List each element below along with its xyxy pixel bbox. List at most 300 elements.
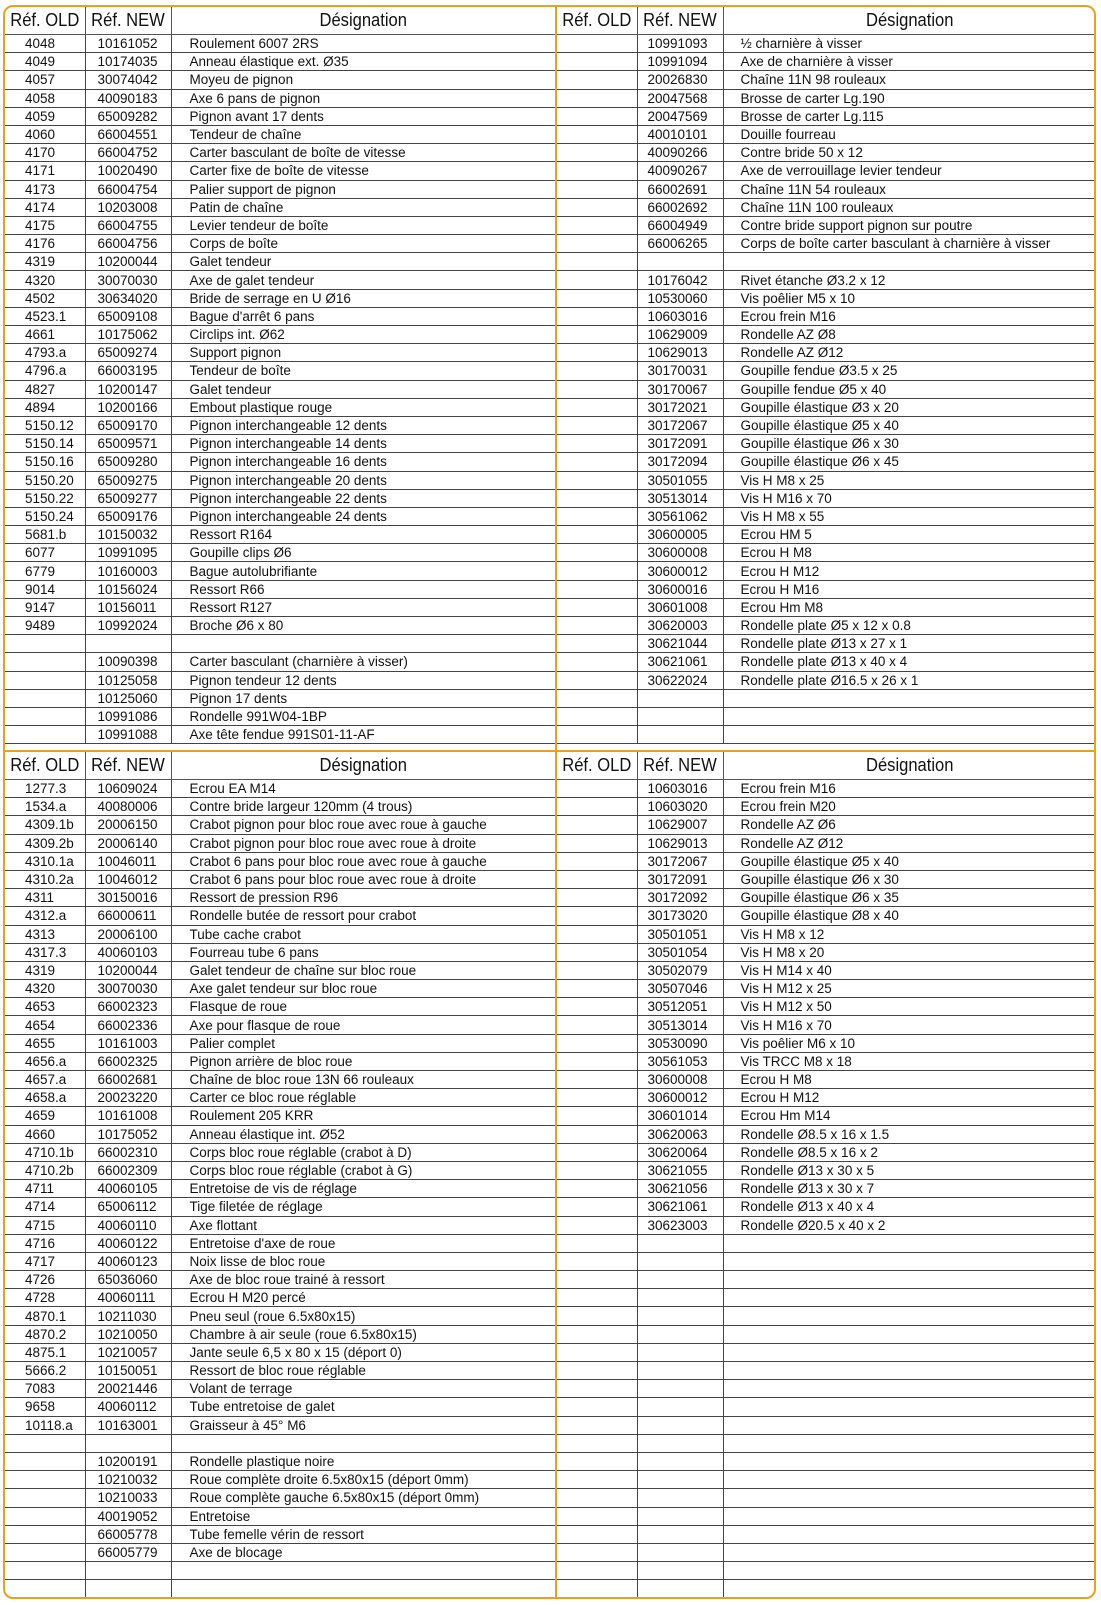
designation-cell: Vis H M12 x 50 <box>723 998 1096 1016</box>
table-row <box>5 1580 555 1598</box>
ref-old-cell: 4176 <box>5 235 85 253</box>
designation-cell: Rondelle Ø13 x 30 x 5 <box>723 1161 1096 1179</box>
table-row <box>5 1125 555 1143</box>
designation-cell: Contre bride largeur 120mm (4 trous) <box>171 798 555 816</box>
table-row <box>557 816 1096 834</box>
ref-old-cell <box>557 180 637 198</box>
ref-old-cell <box>557 726 637 744</box>
designation-cell: Chaîne de bloc roue 13N 66 rouleaux <box>171 1071 555 1089</box>
ref-old-cell: 4726 <box>5 1271 85 1289</box>
ref-new-cell: 30512051 <box>637 998 723 1016</box>
ref-new-cell: 20047568 <box>637 89 723 107</box>
ref-new-cell: 30170031 <box>637 362 723 380</box>
designation-cell: Axe flottant <box>171 1216 555 1234</box>
ref-old-cell <box>557 598 637 616</box>
bottom-right-pane <box>555 752 1096 1599</box>
designation-cell: Palier support de pignon <box>171 180 555 198</box>
designation-cell: Crabot pignon pour bloc roue avec roue à gauche <box>171 816 555 834</box>
designation-cell: Fourreau tube 6 pans <box>171 943 555 961</box>
designation-cell: Carter basculant de boîte de vitesse <box>171 144 555 162</box>
table-row <box>5 380 555 398</box>
designation-cell: Embout plastique rouge <box>171 398 555 416</box>
ref-new-cell: 10203008 <box>85 198 171 216</box>
header-ref-new: Réf. NEW <box>640 7 719 35</box>
designation-cell <box>723 1543 1096 1561</box>
designation-cell: Rondelle plate Ø13 x 27 x 1 <box>723 635 1096 653</box>
ref-new-cell: 30561053 <box>637 1052 723 1070</box>
table-row <box>5 1598 555 1599</box>
table-row <box>557 889 1096 907</box>
designation-cell: Pignon avant 17 dents <box>171 107 555 125</box>
designation-cell: Rondelle AZ Ø6 <box>723 816 1096 834</box>
ref-new-cell: 10176042 <box>637 271 723 289</box>
ref-old-cell <box>557 1307 637 1325</box>
table-row <box>5 635 555 653</box>
parts-list-page <box>3 5 1096 1599</box>
table-row <box>557 780 1096 798</box>
ref-old-cell <box>557 1089 637 1107</box>
ref-new-cell: 30621055 <box>637 1161 723 1179</box>
ref-new-cell <box>637 1252 723 1270</box>
ref-old-cell <box>557 1143 637 1161</box>
table-row <box>557 1252 1096 1270</box>
ref-old-cell <box>557 907 637 925</box>
table-row <box>557 998 1096 1016</box>
ref-new-cell <box>637 689 723 707</box>
ref-new-cell <box>637 1598 723 1599</box>
table-row <box>557 1143 1096 1161</box>
ref-old-cell <box>557 1362 637 1380</box>
ref-old-cell <box>557 1161 637 1179</box>
ref-new-cell: 66002310 <box>85 1143 171 1161</box>
ref-old-cell <box>5 1562 85 1580</box>
ref-old-cell: 4793.a <box>5 344 85 362</box>
designation-cell: Roue complète gauche 6.5x80x15 (déport 0mm) <box>171 1489 555 1507</box>
ref-new-cell: 20006100 <box>85 925 171 943</box>
ref-old-cell: 4657.a <box>5 1071 85 1089</box>
table-row <box>5 216 555 234</box>
table-row <box>5 53 555 71</box>
ref-new-cell: 30172094 <box>637 453 723 471</box>
designation-cell: Contre bride 50 x 12 <box>723 144 1096 162</box>
ref-new-cell: 66003195 <box>85 362 171 380</box>
ref-old-cell: 4175 <box>5 216 85 234</box>
ref-old-cell <box>557 1416 637 1434</box>
designation-cell: Axe de galet tendeur <box>171 271 555 289</box>
ref-new-cell: 40060122 <box>85 1234 171 1252</box>
designation-cell: ½ charnière à visser <box>723 35 1096 53</box>
ref-old-cell <box>5 1507 85 1525</box>
table-row <box>5 362 555 380</box>
designation-cell: Chaîne 11N 98 rouleaux <box>723 71 1096 89</box>
ref-old-cell: 4660 <box>5 1125 85 1143</box>
ref-old-cell <box>557 235 637 253</box>
table-row <box>5 707 555 725</box>
designation-cell: Ecrou frein M16 <box>723 307 1096 325</box>
ref-new-cell: 30621061 <box>637 1198 723 1216</box>
ref-new-cell <box>637 1398 723 1416</box>
designation-cell: Rondelle Ø13 x 40 x 4 <box>723 1198 1096 1216</box>
designation-cell: Palier complet <box>171 1034 555 1052</box>
table-row <box>557 1016 1096 1034</box>
ref-new-cell: 40090183 <box>85 89 171 107</box>
designation-cell: Corps bloc roue réglable (crabot à D) <box>171 1143 555 1161</box>
table-row <box>5 416 555 434</box>
ref-old-cell <box>5 707 85 725</box>
ref-new-cell: 65009108 <box>85 307 171 325</box>
ref-new-cell: 10603016 <box>637 307 723 325</box>
ref-old-cell: 4309.2b <box>5 834 85 852</box>
designation-cell <box>723 1562 1096 1580</box>
table-row <box>557 834 1096 852</box>
ref-old-cell <box>557 1380 637 1398</box>
table-row <box>557 598 1096 616</box>
ref-new-cell: 10200166 <box>85 398 171 416</box>
designation-cell: Bague d'arrêt 6 pans <box>171 307 555 325</box>
table-row <box>5 961 555 979</box>
table-row <box>557 271 1096 289</box>
table-row <box>557 1362 1096 1380</box>
ref-old-cell <box>557 53 637 71</box>
table-row <box>5 1380 555 1398</box>
ref-old-cell: 5150.24 <box>5 507 85 525</box>
designation-cell: Tube entretoise de galet <box>171 1398 555 1416</box>
ref-old-cell <box>557 562 637 580</box>
ref-new-cell: 10609024 <box>85 780 171 798</box>
designation-cell: Pignon tendeur 12 dents <box>171 671 555 689</box>
ref-new-cell: 30074042 <box>85 71 171 89</box>
designation-cell: Rondelle AZ Ø12 <box>723 344 1096 362</box>
ref-new-cell: 30600005 <box>637 526 723 544</box>
designation-cell <box>723 689 1096 707</box>
ref-new-cell: 30622024 <box>637 671 723 689</box>
ref-old-cell <box>5 1452 85 1470</box>
ref-new-cell: 10991086 <box>85 707 171 725</box>
table-row <box>5 1071 555 1089</box>
ref-new-cell: 66002336 <box>85 1016 171 1034</box>
ref-old-cell <box>557 1325 637 1343</box>
designation-cell: Tige filetée de réglage <box>171 1198 555 1216</box>
designation-cell: Rondelle Ø13 x 30 x 7 <box>723 1180 1096 1198</box>
designation-cell: Rondelle AZ Ø8 <box>723 326 1096 344</box>
ref-old-cell: 6077 <box>5 544 85 562</box>
designation-cell <box>171 1598 555 1599</box>
ref-new-cell: 30513014 <box>637 489 723 507</box>
table-row <box>557 1343 1096 1361</box>
designation-cell: Vis poêlier M5 x 10 <box>723 289 1096 307</box>
ref-new-cell: 40080006 <box>85 798 171 816</box>
ref-old-cell: 9147 <box>5 598 85 616</box>
ref-old-cell <box>557 1034 637 1052</box>
ref-new-cell <box>637 1325 723 1343</box>
ref-old-cell: 4310.1a <box>5 852 85 870</box>
ref-old-cell: 4319 <box>5 961 85 979</box>
designation-cell: Vis TRCC M8 x 18 <box>723 1052 1096 1070</box>
designation-cell: Rondelle Ø8.5 x 16 x 1.5 <box>723 1125 1096 1143</box>
ref-new-cell: 40060111 <box>85 1289 171 1307</box>
table-row <box>5 998 555 1016</box>
ref-new-cell: 66004949 <box>637 216 723 234</box>
ref-new-cell <box>637 1343 723 1361</box>
table-row <box>557 1562 1096 1580</box>
designation-cell: Ressort de bloc roue réglable <box>171 1362 555 1380</box>
designation-cell: Vis poêlier M6 x 10 <box>723 1034 1096 1052</box>
ref-new-cell: 66002681 <box>85 1071 171 1089</box>
ref-new-cell <box>85 1580 171 1598</box>
table-row <box>5 834 555 852</box>
ref-new-cell <box>637 1234 723 1252</box>
parts-table <box>557 7 1096 744</box>
ref-new-cell: 10210050 <box>85 1325 171 1343</box>
ref-old-cell: 4728 <box>5 1289 85 1307</box>
ref-old-cell: 4827 <box>5 380 85 398</box>
ref-new-cell: 30501051 <box>637 925 723 943</box>
ref-new-cell: 10211030 <box>85 1307 171 1325</box>
ref-old-cell <box>557 544 637 562</box>
table-row <box>5 780 555 798</box>
designation-cell: Rondelle 991W04-1BP <box>171 707 555 725</box>
ref-old-cell <box>557 1598 637 1599</box>
designation-cell <box>723 1434 1096 1452</box>
ref-old-cell: 5150.14 <box>5 435 85 453</box>
table-row <box>557 671 1096 689</box>
ref-old-cell: 4658.a <box>5 1089 85 1107</box>
ref-new-cell: 10046012 <box>85 870 171 888</box>
designation-cell: Broche Ø6 x 80 <box>171 617 555 635</box>
designation-cell: Entretoise d'axe de roue <box>171 1234 555 1252</box>
ref-old-cell: 4311 <box>5 889 85 907</box>
designation-cell <box>723 1362 1096 1380</box>
table-row <box>557 89 1096 107</box>
ref-new-cell: 20006140 <box>85 834 171 852</box>
ref-old-cell <box>557 271 637 289</box>
ref-new-cell: 66002692 <box>637 198 723 216</box>
table-row <box>5 689 555 707</box>
ref-new-cell: 30634020 <box>85 289 171 307</box>
table-row <box>5 617 555 635</box>
designation-cell: Goupille clips Ø6 <box>171 544 555 562</box>
table-row <box>5 1434 555 1452</box>
designation-cell: Ecrou EA M14 <box>171 780 555 798</box>
ref-new-cell <box>637 1271 723 1289</box>
designation-cell <box>723 1343 1096 1361</box>
ref-new-cell <box>85 1434 171 1452</box>
table-row <box>5 671 555 689</box>
designation-cell <box>723 1289 1096 1307</box>
designation-cell: Rondelle plate Ø13 x 40 x 4 <box>723 653 1096 671</box>
designation-cell: Tube femelle vérin de ressort <box>171 1525 555 1543</box>
designation-cell <box>723 253 1096 271</box>
ref-old-cell <box>557 1507 637 1525</box>
ref-new-cell: 10629013 <box>637 344 723 362</box>
designation-cell: Crabot 6 pans pour bloc roue avec roue à gauche <box>171 852 555 870</box>
designation-cell <box>171 635 555 653</box>
header-ref-old: Réf. OLD <box>8 7 82 35</box>
ref-old-cell <box>557 144 637 162</box>
ref-old-cell <box>5 1543 85 1561</box>
ref-old-cell: 4058 <box>5 89 85 107</box>
ref-old-cell: 4173 <box>5 180 85 198</box>
ref-old-cell <box>557 780 637 798</box>
ref-new-cell: 30601014 <box>637 1107 723 1125</box>
ref-new-cell <box>637 1471 723 1489</box>
ref-old-cell: 4174 <box>5 198 85 216</box>
designation-cell <box>723 1380 1096 1398</box>
table-row <box>557 1507 1096 1525</box>
ref-old-cell <box>557 1071 637 1089</box>
ref-new-cell: 40019052 <box>85 1507 171 1525</box>
ref-new-cell: 65009282 <box>85 107 171 125</box>
ref-new-cell: 10160003 <box>85 562 171 580</box>
ref-old-cell: 4716 <box>5 1234 85 1252</box>
table-row <box>5 544 555 562</box>
table-row <box>5 943 555 961</box>
table-row <box>557 71 1096 89</box>
ref-old-cell: 9658 <box>5 1398 85 1416</box>
table-row <box>557 35 1096 53</box>
table-row <box>557 507 1096 525</box>
ref-old-cell <box>557 1543 637 1561</box>
ref-new-cell: 10163001 <box>85 1416 171 1434</box>
table-row <box>557 1489 1096 1507</box>
ref-new-cell: 65009176 <box>85 507 171 525</box>
ref-old-cell: 6779 <box>5 562 85 580</box>
ref-new-cell: 10174035 <box>85 53 171 71</box>
ref-new-cell: 40060110 <box>85 1216 171 1234</box>
ref-new-cell <box>637 726 723 744</box>
ref-old-cell <box>557 435 637 453</box>
ref-old-cell <box>557 1452 637 1470</box>
designation-cell: Pignon arrière de bloc roue <box>171 1052 555 1070</box>
designation-cell: Ecrou H M20 percé <box>171 1289 555 1307</box>
ref-new-cell: 65009275 <box>85 471 171 489</box>
ref-old-cell <box>5 1598 85 1599</box>
ref-new-cell: 10175052 <box>85 1125 171 1143</box>
designation-cell: Galet tendeur <box>171 253 555 271</box>
table-row <box>5 526 555 544</box>
ref-old-cell <box>557 925 637 943</box>
designation-cell: Corps bloc roue réglable (crabot à G) <box>171 1161 555 1179</box>
ref-new-cell: 10150032 <box>85 526 171 544</box>
ref-new-cell: 10200147 <box>85 380 171 398</box>
ref-new-cell <box>637 253 723 271</box>
designation-cell: Noix lisse de bloc roue <box>171 1252 555 1270</box>
table-row <box>5 271 555 289</box>
ref-old-cell <box>557 380 637 398</box>
ref-old-cell <box>557 216 637 234</box>
table-row <box>5 398 555 416</box>
table-row <box>5 816 555 834</box>
table-row <box>557 362 1096 380</box>
designation-cell <box>723 1471 1096 1489</box>
ref-new-cell: 66002309 <box>85 1161 171 1179</box>
designation-cell: Volant de terrage <box>171 1380 555 1398</box>
ref-new-cell: 10200044 <box>85 253 171 271</box>
designation-cell: Circlips int. Ø62 <box>171 326 555 344</box>
ref-old-cell <box>5 1525 85 1543</box>
ref-new-cell: 10161003 <box>85 1034 171 1052</box>
ref-old-cell: 4309.1b <box>5 816 85 834</box>
table-row <box>557 380 1096 398</box>
ref-new-cell: 30623003 <box>637 1216 723 1234</box>
designation-cell: Rondelle plate Ø16.5 x 26 x 1 <box>723 671 1096 689</box>
table-row <box>5 1343 555 1361</box>
ref-old-cell <box>557 1489 637 1507</box>
table-row <box>5 162 555 180</box>
ref-new-cell <box>637 1434 723 1452</box>
ref-old-cell: 4654 <box>5 1016 85 1034</box>
ref-new-cell: 66004756 <box>85 235 171 253</box>
designation-cell <box>723 1416 1096 1434</box>
table-row <box>557 198 1096 216</box>
header-designation: Désignation <box>738 752 1081 780</box>
ref-old-cell <box>557 707 637 725</box>
table-row <box>5 1034 555 1052</box>
designation-cell: Pignon interchangeable 22 dents <box>171 489 555 507</box>
ref-new-cell: 20023220 <box>85 1089 171 1107</box>
ref-new-cell <box>637 1452 723 1470</box>
ref-new-cell: 10150051 <box>85 1362 171 1380</box>
table-row <box>5 435 555 453</box>
table-row <box>557 617 1096 635</box>
ref-old-cell <box>557 980 637 998</box>
designation-cell <box>723 726 1096 744</box>
designation-cell: Chaîne 11N 54 rouleaux <box>723 180 1096 198</box>
ref-new-cell: 10991094 <box>637 53 723 71</box>
table-row <box>5 1543 555 1561</box>
table-row <box>5 925 555 943</box>
table-row <box>557 980 1096 998</box>
designation-cell: Chambre à air seule (roue 6.5x80x15) <box>171 1325 555 1343</box>
table-row <box>5 1452 555 1470</box>
header-row <box>557 752 1096 780</box>
ref-new-cell: 66002323 <box>85 998 171 1016</box>
ref-new-cell: 10210033 <box>85 1489 171 1507</box>
table-row <box>5 253 555 271</box>
ref-old-cell <box>557 398 637 416</box>
table-row <box>5 471 555 489</box>
ref-old-cell: 4870.2 <box>5 1325 85 1343</box>
table-row <box>557 216 1096 234</box>
ref-new-cell: 30621044 <box>637 635 723 653</box>
designation-cell: Douille fourreau <box>723 125 1096 143</box>
ref-old-cell <box>557 1016 637 1034</box>
designation-cell: Levier tendeur de boîte <box>171 216 555 234</box>
designation-cell: Pignon interchangeable 24 dents <box>171 507 555 525</box>
designation-cell: Goupille élastique Ø5 x 40 <box>723 852 1096 870</box>
ref-new-cell <box>637 1562 723 1580</box>
ref-old-cell <box>5 1434 85 1452</box>
table-row <box>5 1143 555 1161</box>
ref-old-cell <box>557 107 637 125</box>
ref-new-cell: 10020490 <box>85 162 171 180</box>
designation-cell <box>723 1398 1096 1416</box>
table-row <box>557 326 1096 344</box>
ref-old-cell: 4320 <box>5 271 85 289</box>
ref-new-cell <box>637 1525 723 1543</box>
designation-cell <box>723 1452 1096 1470</box>
ref-old-cell <box>557 1216 637 1234</box>
designation-cell: Goupille fendue Ø5 x 40 <box>723 380 1096 398</box>
ref-new-cell: 40060105 <box>85 1180 171 1198</box>
designation-cell: Tendeur de boîte <box>171 362 555 380</box>
table-row <box>557 1289 1096 1307</box>
ref-new-cell: 10125058 <box>85 671 171 689</box>
ref-new-cell: 30501055 <box>637 471 723 489</box>
table-row <box>557 635 1096 653</box>
ref-new-cell: 30600008 <box>637 1071 723 1089</box>
ref-old-cell <box>5 671 85 689</box>
